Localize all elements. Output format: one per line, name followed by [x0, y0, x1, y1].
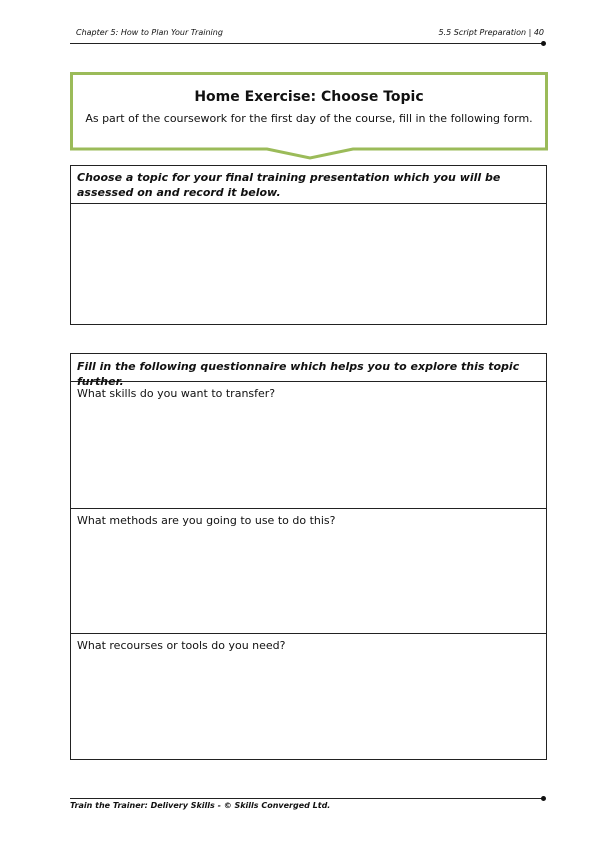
footer-rule	[70, 798, 544, 799]
question-label: What methods are you going to use to do this?	[77, 514, 336, 527]
chapter-title: Chapter 5: How to Plan Your Training	[76, 28, 223, 37]
question-row[interactable]	[71, 509, 546, 634]
page-footer: Train the Trainer: Delivery Skills - © Skills Converged Ltd.	[70, 801, 331, 810]
question-label: What skills do you want to transfer?	[77, 387, 276, 400]
question-row[interactable]	[71, 634, 546, 759]
header-rule-dot	[541, 41, 546, 46]
topic-prompt: Choose a topic for your final training presentation which you will be assessed on and record it below.	[71, 166, 546, 204]
banner-instruction: As part of the coursework for the first day of the course, fill in the following form.	[85, 112, 533, 125]
page-number: 40	[533, 28, 544, 37]
banner-title: Home Exercise: Choose Topic	[194, 89, 424, 105]
question-row[interactable]	[71, 382, 546, 509]
section-title-with-page: 5.5 Script Preparation | 40	[438, 28, 544, 37]
header-rule	[70, 43, 544, 44]
questionnaire-prompt: Fill in the following questionnaire which helps you to explore this topic further.	[71, 354, 546, 382]
section-title: 5.5 Script Preparation	[438, 28, 527, 37]
footer-rule-dot	[541, 796, 546, 801]
exercise-banner	[70, 72, 548, 160]
topic-answer-area[interactable]	[71, 207, 546, 324]
questionnaire-form	[70, 353, 547, 760]
topic-form	[70, 165, 547, 325]
page-header	[76, 26, 544, 40]
question-label: What recourses or tools do you need?	[77, 639, 286, 652]
